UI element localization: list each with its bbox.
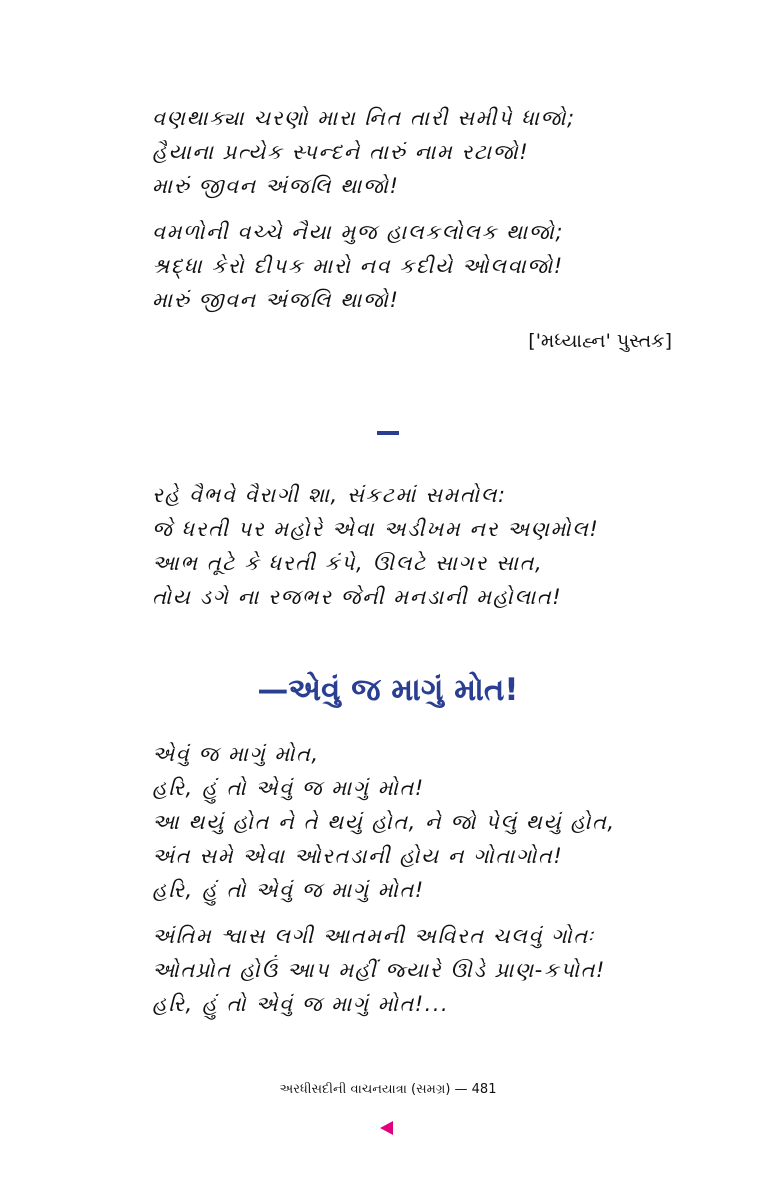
page-footer: અરધીસદીની વાચનયાત્રા (સમગ્ર) — 481 bbox=[279, 1082, 497, 1097]
poem-line: અંતિમ શ્વાસ લગી આતમની અવિરત ચલવું ગોતઃ bbox=[152, 924, 595, 948]
poem-line: જે ધરતી પર મહોરે એવા અડીખમ નર અણમોલ! bbox=[152, 517, 600, 541]
poem-line: અંત સમે એવા ઓરતડાની હોય ન ગોતાગોત! bbox=[152, 844, 564, 868]
poem-line: રહે વૈભવે વૈરાગી શા, સંકટમાં સમતોલ: bbox=[152, 483, 507, 507]
poem-line: હરિ, હું તો એવું જ માગું મોત! bbox=[152, 776, 425, 800]
poem-line: હરિ, હું તો એવું જ માગું મોત! bbox=[152, 878, 425, 902]
stanza-5 bbox=[152, 919, 712, 1021]
stanza-3 bbox=[152, 478, 712, 614]
poem-line: શ્રદ્ધા કેરો દીપક મારો નવ કદીયે ઓલવાજો! bbox=[152, 254, 564, 278]
poem-line: વમળોની વચ્ચે નૈયા મુજ હાલકલોલક થાજો; bbox=[152, 220, 564, 244]
poem-heading: —એવું જ માગું મોત! bbox=[257, 672, 519, 708]
poem-line: મારું જીવન અંજલિ થાજો! bbox=[152, 174, 400, 198]
poem-line: એવું જ માગું મોત, bbox=[152, 742, 320, 766]
section-divider bbox=[377, 431, 399, 435]
poem-line: આ થયું હોત ને તે થયું હોત, ને જો પેલું થયું હોત, bbox=[152, 810, 616, 834]
poem-line: હરિ, હું તો એવું જ માગું મોત!... bbox=[152, 992, 450, 1016]
source-citation: ['મધ્યાહ્ન' પુસ્તક] bbox=[528, 330, 672, 352]
poem-line: ઓતપ્રોત હોઉં આપ મહીં જ્યારે ઊડે પ્રાણ-કપોત! bbox=[152, 958, 606, 982]
poem-line: મારું જીવન અંજલિ થાજો! bbox=[152, 288, 400, 312]
poem-line: આભ તૂટે કે ધરતી કંપે, ઊલટે સાગર સાત, bbox=[152, 551, 544, 575]
stanza-1 bbox=[152, 101, 712, 203]
poem-line: હૈયાના પ્રત્યેક સ્પન્દને તારું નામ રટાજો! bbox=[152, 140, 530, 164]
left-triangle-arrow-icon[interactable] bbox=[380, 1121, 393, 1135]
poem-line: તોય ડગે ના રજભર જેની મનડાની મહોલાત! bbox=[152, 585, 563, 609]
poem-line: વણથાક્યા ચરણો મારા નિત તારી સમીપે ધાજો; bbox=[152, 106, 576, 130]
stanza-2 bbox=[152, 215, 712, 317]
stanza-4 bbox=[152, 737, 712, 907]
